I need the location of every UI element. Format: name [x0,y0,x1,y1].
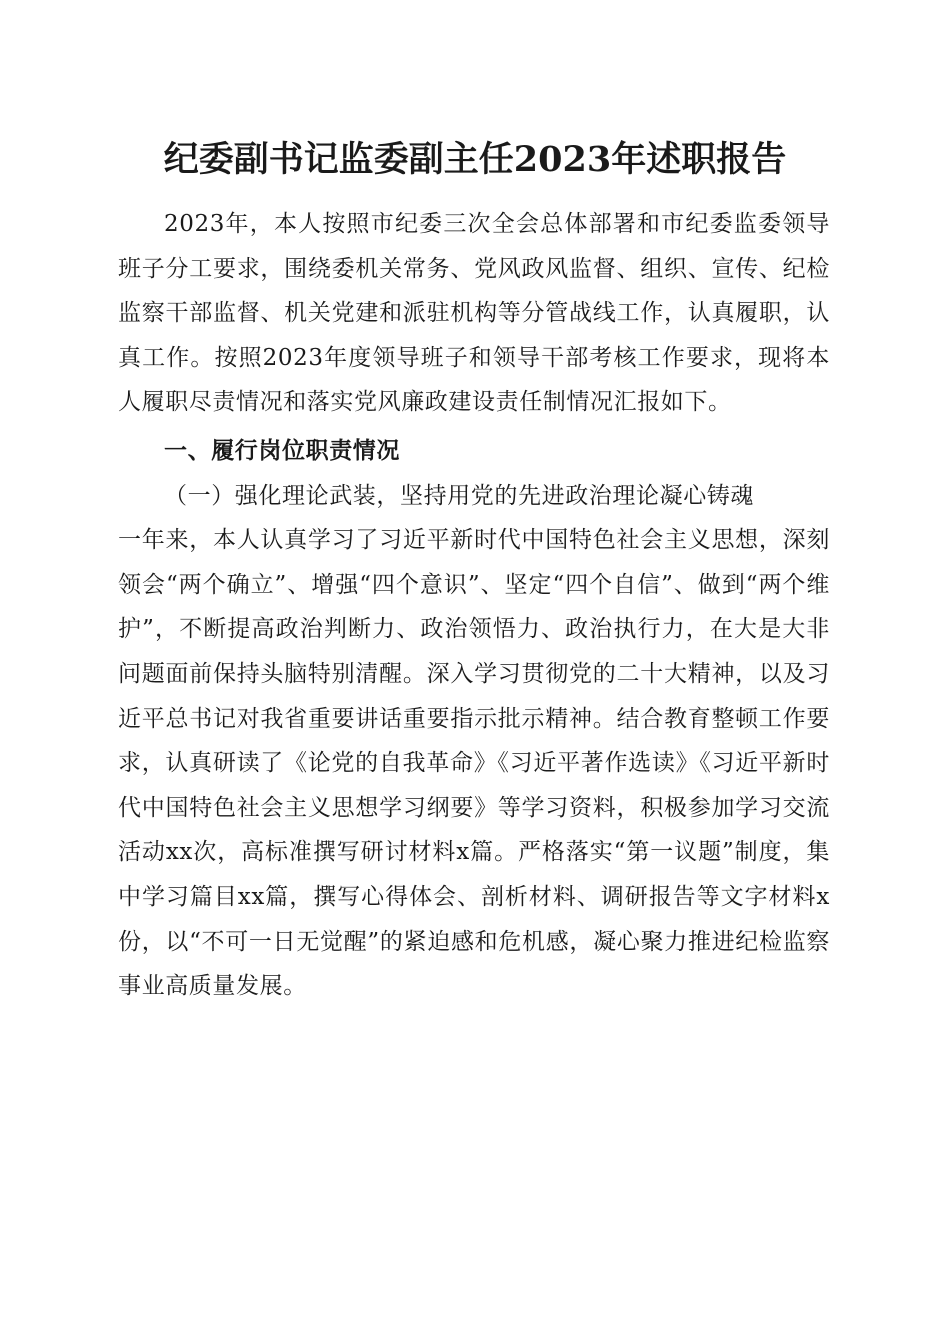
document-title: 纪委副书记监委副主任2023年述职报告 [163,139,787,180]
document-body [118,202,830,1009]
subsection-paragraph: 一年来，本人认真学习了习近平新时代中国特色社会主义思想，深刻领会“两个确立”、增强“四个意识”、坚定“四个自信”、做到“两个维护”，不断提高政治判断力、政治领悟力、政治执行力，在大是大非问题面前保持头脑特别清醒。深入学习贯彻党的二十大精神，以及习近平总书记对我省重要讲话重要指示批示精神。结合教育整顿工作要求，认真研读了《论党的自我革命》《习近平著作选读》《习近平新时代中国特色社会主义思想学习纲要》等学习资料，积极参加学习交流活动xx次，高标准撰写研讨材料x篇。严格落实“第一议题”制度，集中学习篇目xx篇，撰写心得体会、剖析材料、调研报告等文字材料x份，以“不可一日无觉醒”的紧迫感和危机感，凝心聚力推进纪检监察事业高质量发展。 [118,527,830,1000]
subsection-heading: （一）强化理论武装，坚持用党的先进政治理论凝心铸魂 [164,482,754,509]
intro-paragraph: 2023年，本人按照市纪委三次全会总体部署和市纪委监委领导班子分工要求，围绕委机关常务、党风政风监督、组织、宣传、纪检监察干部监督、机关党建和派驻机构等分管战线工作，认真履职，认真工作。按照2023年度领导班子和领导干部考核工作要求，现将本人履职尽责情况和落实党风廉政建设责任制情况汇报如下。 [118,211,830,416]
section-heading: 一、履行岗位职责情况 [164,437,400,464]
